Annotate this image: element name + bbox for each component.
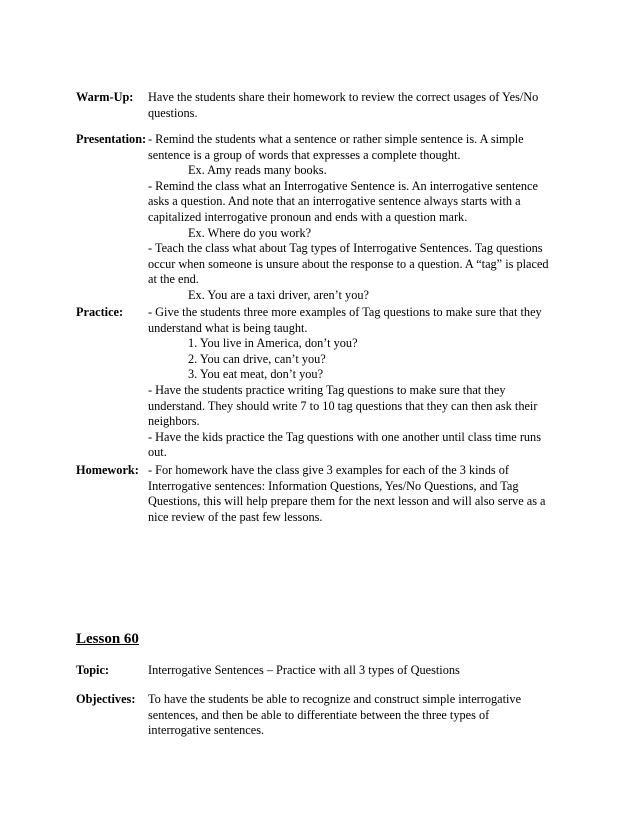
homework-line: - For homework have the class give 3 examples for each of the 3 kinds of: [148, 463, 509, 477]
presentation-example: Ex. Where do you work?: [188, 225, 312, 240]
practice-line: neighbors.: [148, 414, 200, 429]
warmup-line: questions.: [148, 105, 198, 120]
homework-label: Homework:: [76, 463, 139, 477]
topic-line: Interrogative Sentences – Practice with all 3 types of Questions: [148, 663, 460, 677]
practice-line: out.: [148, 445, 167, 460]
presentation-example: Ex. You are a taxi driver, aren’t you?: [188, 287, 369, 302]
presentation-line: capitalized interrogative pronoun and ends with a question mark.: [148, 209, 468, 224]
practice-line: - Have the students practice writing Tag questions to make sure that they: [148, 382, 506, 397]
topic-section: [76, 663, 590, 679]
practice-example: 1. You live in America, don’t you?: [188, 336, 358, 351]
presentation-line: asks a question. And note that an interrogative sentence always starts with a: [148, 194, 521, 209]
objectives-section: [76, 692, 590, 739]
practice-section: [76, 305, 590, 461]
homework-line: Interrogative sentences: Information Questions, Yes/No Questions, and Tag: [148, 478, 519, 493]
practice-line: - Give the students three more examples of Tag questions to make sure that they: [148, 305, 542, 319]
presentation-line: sentence is a group of words that expresses a complete thought.: [148, 147, 461, 162]
practice-text: [148, 305, 590, 461]
practice-line: understand what is being taught.: [148, 320, 308, 335]
presentation-text: [148, 132, 590, 304]
objectives-line: interrogative sentences.: [148, 723, 265, 738]
objectives-line: sentences, and then be able to differentiate between the three types of: [148, 707, 490, 722]
practice-example: 2. You can drive, can’t you?: [188, 351, 326, 366]
presentation-line: - Teach the class what about Tag types of Interrogative Sentences. Tag questions: [148, 241, 543, 256]
homework-section: [76, 463, 590, 525]
practice-label: Practice:: [76, 305, 124, 319]
warmup-label: Warm-Up:: [76, 90, 134, 104]
presentation-line: - Remind the students what a sentence or rather simple sentence is. A simple: [148, 132, 524, 146]
objectives-line: To have the students be able to recognize and construct simple interrogative: [148, 692, 522, 706]
objectives-text: [148, 692, 590, 739]
warmup-text: [148, 90, 590, 121]
practice-line: understand. They should write 7 to 10 tag questions that they can then ask their: [148, 398, 538, 413]
practice-line: - Have the kids practice the Tag questions with one another until class time runs: [148, 429, 541, 444]
objectives-label: Objectives:: [76, 692, 136, 706]
presentation-line: - Remind the class what an Interrogative Sentence is. An interrogative sentence: [148, 178, 538, 193]
warmup-line: Have the students share their homework to review the correct usages of Yes/No: [148, 90, 539, 104]
presentation-example: Ex. Amy reads many books.: [188, 163, 327, 178]
homework-line: Questions, this will help prepare them for the next lesson and will also serve as a: [148, 494, 546, 509]
presentation-line: at the end.: [148, 272, 199, 287]
presentation-label: Presentation:: [76, 132, 147, 146]
presentation-section: [76, 132, 590, 304]
practice-example: 3. You eat meat, don’t you?: [188, 367, 324, 382]
lesson-title: Lesson 60: [76, 631, 139, 647]
topic-text: [148, 663, 590, 679]
homework-line: nice review of the past few lessons.: [148, 509, 323, 524]
warmup-section: [76, 90, 590, 121]
topic-label: Topic:: [76, 663, 110, 677]
homework-text: [148, 463, 590, 525]
presentation-line: occur when someone is unsure about the response to a question. A “tag” is placed: [148, 256, 549, 271]
